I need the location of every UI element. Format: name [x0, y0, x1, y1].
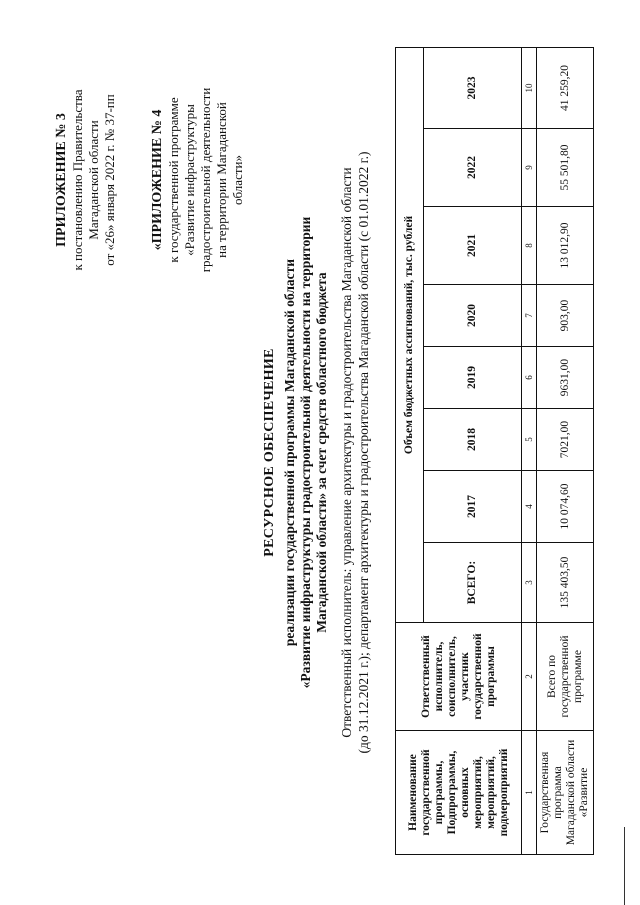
executor-line-2: (до 31.12.2021 г.); департамент архитектуры и градостроительства Магаданской области (с 01.01.2022 г.) — [356, 151, 371, 754]
appendix-sub-line-5: области» — [230, 155, 245, 205]
row-executor: Всего по государственной программе — [537, 623, 594, 731]
col-number-9: 9 — [522, 129, 537, 207]
executor-line-1: Ответственный исполнитель: управление архитектуры и градостроительства Магаданской области — [339, 167, 354, 738]
appendix-title: ПРИЛОЖЕНИЕ № 3 — [54, 113, 69, 247]
header-year-2018: 2018 — [424, 409, 522, 471]
col-number-2: 2 — [522, 623, 537, 731]
row-total: 135 403,50 — [537, 543, 594, 623]
header-year-2023: 2023 — [424, 48, 522, 129]
appendix-line-1: к постановлению Правительства — [70, 89, 85, 271]
appendix-header — [54, 60, 118, 300]
col-number-4: 4 — [522, 471, 537, 543]
col-number-10: 10 — [522, 48, 537, 129]
col-number-3: 3 — [522, 543, 537, 623]
appendix-sub-header — [150, 60, 246, 300]
header-executor: Ответственный исполнитель, соисполнитель, участник государственной программы — [396, 623, 522, 731]
row-program-name: Государственная программа Магаданской области «Развитие — [537, 731, 594, 855]
header-year-2019: 2019 — [424, 347, 522, 409]
subtitle-line-2: «Развитие инфраструктуры градостроительной деятельности на территории — [298, 216, 313, 689]
appendix-sub-line-2: «Развитие инфраструктуры — [182, 104, 197, 256]
row-value-2021: 13 012,90 — [537, 207, 594, 285]
appendix-sub-line-3: градостроительной деятельности — [198, 87, 213, 273]
header-year-2020: 2020 — [424, 285, 522, 347]
header-budget: Объем бюджетных ассигнований, тыс. рублей — [396, 48, 424, 623]
table-row — [537, 48, 594, 855]
page-edge-rule — [624, 827, 625, 905]
document-subtitle — [282, 0, 330, 905]
header-year-2021: 2021 — [424, 207, 522, 285]
subtitle-line-3: Магаданской области» за счет средств областного бюджета — [314, 272, 329, 633]
appendix-line-3: от «26» января 2022 г. № 37-пп — [102, 94, 117, 266]
col-number-6: 6 — [522, 347, 537, 409]
appendix-sub-title: «ПРИЛОЖЕНИЕ № 4 — [150, 109, 165, 251]
row-value-2017: 10 074,60 — [537, 471, 594, 543]
header-year-2022: 2022 — [424, 129, 522, 207]
header-total: ВСЕГО: — [424, 543, 522, 623]
appendix-line-2: Магаданской области — [86, 120, 101, 240]
subtitle-line-1: реализации государственной программы Магаданской области — [282, 258, 297, 647]
row-value-2019: 9631,00 — [537, 347, 594, 409]
col-number-8: 8 — [522, 207, 537, 285]
header-year-2017: 2017 — [424, 471, 522, 543]
col-number-1: 1 — [522, 731, 537, 855]
appendix-sub-line-1: к государственной программе — [166, 97, 181, 263]
appendix-sub-line-4: на территории Магаданской — [214, 102, 229, 258]
row-value-2018: 7021,00 — [537, 409, 594, 471]
document-title: РЕСУРСНОЕ ОБЕСПЕЧЕНИЕ — [262, 348, 277, 557]
row-value-2023: 41 259,20 — [537, 48, 594, 129]
row-value-2022: 55 501,80 — [537, 129, 594, 207]
responsible-executor — [338, 0, 372, 905]
header-name: Наименование государственной программы, Подпрограммы, основных мероприятий, мероприятий, подмероприятий — [396, 731, 522, 855]
col-number-5: 5 — [522, 409, 537, 471]
resource-table — [395, 47, 594, 855]
col-number-7: 7 — [522, 285, 537, 347]
row-value-2020: 903,00 — [537, 285, 594, 347]
